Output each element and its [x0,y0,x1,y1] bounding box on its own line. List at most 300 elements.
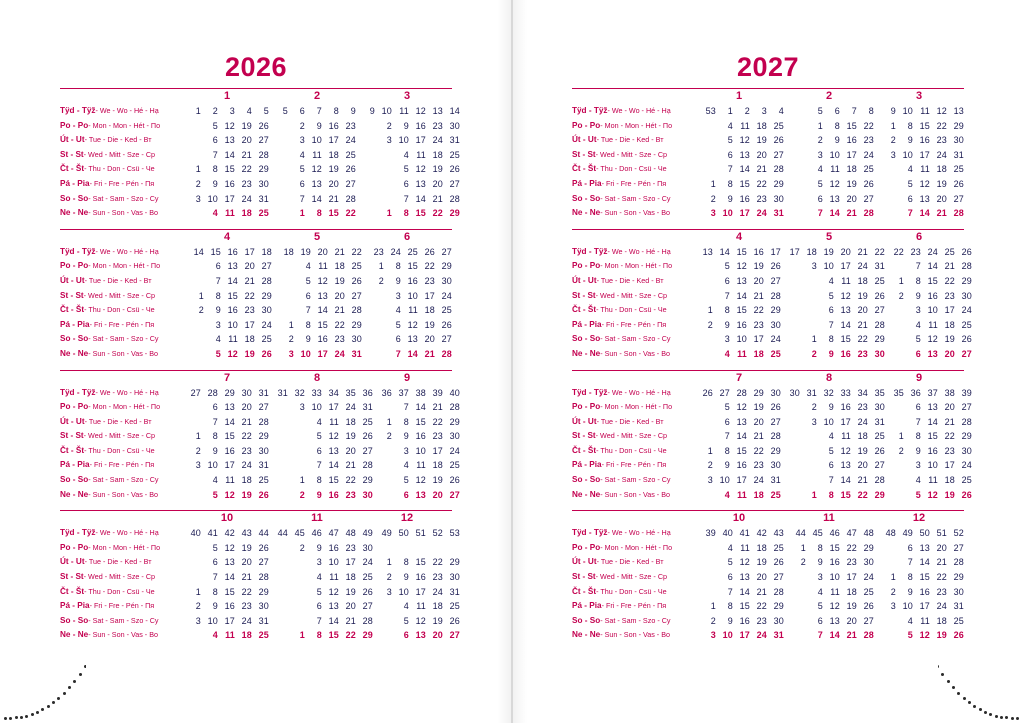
day-abbr: Ne - Ne [60,630,89,640]
day-name-row [572,614,694,629]
day-abbr: Tÿd - Tÿž [60,246,96,256]
page-title-left: 2026 [224,52,288,82]
month-column [885,386,972,503]
day-abbr: Pá - Pia [572,319,602,329]
day-languages: - Wed - Mitt - Sze - Ср [595,572,668,582]
date-row: 6 13 20 27 [828,460,885,471]
calendar-left [60,88,460,651]
date-row: 7 14 21 28 [828,475,885,486]
month-column [784,526,874,643]
day-name-row [572,332,694,347]
day-abbr: So - So [572,193,601,203]
date-row: 4 11 18 25 [817,586,874,597]
date-row: 4 11 18 25 [316,416,373,427]
day-name-column [60,386,182,503]
month-column [874,526,964,643]
day-name-row [60,386,182,401]
date-row: 4 11 18 25 [212,208,269,219]
date-row: 2 9 16 23 30 [386,572,460,583]
day-languages: - Sat - Sam - Szo - Су [600,334,671,344]
day-abbr: St - St [572,572,596,582]
date-row: 5 12 19 26 [828,290,885,301]
day-languages: - Mon - Mon - Hét - По [600,261,673,271]
date-row: 1 8 15 22 29 [386,557,460,568]
day-languages: - Sat - Sam - Szo - Су [600,475,671,485]
decorative-dot [20,716,23,719]
week-number-row: 23 24 25 26 27 [373,246,452,257]
day-abbr: Út - Ut [60,275,85,285]
decorative-dot [952,686,955,689]
decorative-dot [947,680,950,683]
day-abbr: Pá - Pia [60,319,90,329]
month-header-row [572,89,964,104]
day-languages: - Mon - Mon - Hét - По [600,402,673,412]
date-row: 6 13 20 27 [212,135,269,146]
month-columns [694,386,972,503]
week-number-row: 18 19 20 21 22 [283,246,362,257]
day-languages: - Fri - Fre - Pén - Пя [89,460,155,470]
decorative-dot [47,705,50,708]
date-row: 3 10 17 24 [395,290,452,301]
date-row: 3 10 17 24 31 [195,460,269,471]
date-row: 2 9 16 23 30 [299,542,373,553]
day-abbr: Po - Po [572,261,601,271]
day-name-row [60,628,182,643]
day-abbr: Po - Po [60,542,89,552]
day-languages: - Wed - Mitt - Sze - Ср [595,149,668,159]
week-number-row: 14 15 16 17 18 [193,246,272,257]
day-languages: - Tue - Die - Ked - Вт [596,135,664,145]
week-number-row: 9 10 11 12 13 [890,106,964,116]
date-row: 5 12 19 26 [212,120,269,131]
day-abbr: Čt - Št [572,586,597,596]
date-row: 7 14 21 28 [212,572,269,583]
day-languages: - Sat - Sam - Szo - Су [88,193,159,203]
day-languages: - Fri - Fre - Pén - Пя [89,178,155,188]
day-name-row [572,526,694,541]
day-languages: - Thu - Don - Csü - Че [84,305,155,315]
date-row: 2 9 16 23 30 [195,601,269,612]
month-header-row [60,511,452,526]
date-row [375,541,460,556]
day-languages: - Sat - Sam - Szo - Су [88,615,159,625]
date-row: 4 11 18 25 [915,319,972,330]
date-row: 1 8 15 22 29 [710,178,784,189]
day-languages: - Fri - Fre - Pén - Пя [89,601,155,611]
month-column [182,386,269,503]
month-header-row [572,511,964,526]
day-languages: - Tue - Die - Ked - Вт [84,135,152,145]
date-row: 4 11 18 25 [212,630,269,641]
date-row: 5 12 19 26 [817,601,874,612]
day-name-row [60,303,182,318]
day-languages: - Wed - Mitt - Sze - Ср [595,290,668,300]
day-abbr: Po - Po [60,402,89,412]
day-abbr: St - St [60,290,84,300]
right-page [512,0,1024,723]
date-row: 4 11 18 25 [212,475,269,486]
month-number-label: 11 [823,512,835,525]
decorative-dot [31,713,34,716]
day-abbr: Tÿd - Tÿž [60,528,96,538]
date-row: 1 8 15 22 29 [707,445,781,456]
month-number-label: 2 [825,90,833,102]
week-number-row: 1 2 3 4 5 [195,106,269,116]
day-name-column [60,104,182,221]
date-row: 1 8 15 22 29 [710,601,784,612]
day-languages: - Tue - Die - Ked - Вт [596,557,664,567]
day-languages: - Sun - Son - Vas - Во [88,489,158,499]
date-row: 6 13 20 27 [915,402,972,413]
date-row: 3 10 17 24 [724,334,781,345]
week-number-row: 22 23 24 25 26 [893,246,972,257]
calendar-right [572,88,972,651]
month-columns [182,526,460,643]
day-name-row [572,245,694,260]
day-name-row [60,104,182,119]
decorative-dot [57,697,60,700]
date-row: 4 11 18 25 [724,348,781,359]
decorative-dot [957,692,960,695]
day-abbr: Pá - Pia [572,460,602,470]
decorative-dot [995,715,998,718]
day-abbr: So - So [572,475,601,485]
day-languages: - Fri - Fre - Pén - Пя [601,460,667,470]
month-number-label: 7 [223,371,231,384]
date-row: 1 8 15 22 29 [378,261,452,272]
day-abbr: Tÿd - Tÿž [60,387,96,397]
month-header-spacer [60,89,182,104]
quarter-grid [572,526,964,643]
day-abbr: Po - Po [572,402,601,412]
month-number-label: 12 [400,512,414,525]
decorative-dot [979,708,982,711]
date-row: 1 8 15 22 29 [386,416,460,427]
date-row: 6 13 20 27 [395,334,452,345]
day-name-row [572,386,694,401]
day-abbr: Ne - Ne [572,208,601,218]
date-row: 7 14 21 28 [215,275,272,286]
date-row: 4 11 18 25 [907,164,964,175]
week-number-row: 27 28 29 30 31 [190,387,269,398]
date-row: 2 9 16 23 [817,135,874,146]
day-name-row [60,570,182,585]
day-languages: - Thu - Don - Csü - Че [84,445,155,455]
day-name-column [60,245,182,362]
month-number-label: 3 [403,90,411,102]
month-column [272,245,362,362]
day-name-row [572,289,694,304]
day-name-column [572,526,694,643]
date-row: 6 13 20 27 [212,402,269,413]
date-row: 6 13 20 27 [316,445,373,456]
day-languages: - Sun - Son - Vas - Во [600,489,670,499]
month-column [182,104,269,221]
date-row: 5 12 19 26 [828,445,885,456]
day-languages: - Thu - Don - Csü - Че [596,305,667,315]
date-row: 6 13 20 27 [305,290,362,301]
quarter-block [60,88,460,221]
date-row: 4 11 18 25 [215,334,272,345]
date-row: 3 10 17 24 31 [890,149,964,160]
date-row: 3 10 17 24 [215,319,272,330]
day-abbr: So - So [60,615,89,625]
date-row: 3 10 17 24 31 [707,475,781,486]
day-languages: - Mon - Mon - Hét - По [600,542,673,552]
day-name-row [572,133,694,148]
day-name-row [572,259,694,274]
date-row: 2 9 16 23 30 [195,178,269,189]
day-abbr: Pá - Pia [60,178,90,188]
day-name-row [60,245,182,260]
date-row: 1 8 15 22 29 [288,319,362,330]
date-row: 1 8 15 22 29 [898,275,972,286]
day-languages: - Sun - Son - Vas - Во [600,208,670,218]
week-number-row: 5 6 7 8 [817,106,874,116]
month-number-label: 11 [311,512,323,525]
decorative-dot [984,711,987,714]
date-row: 7 14 21 28 [299,193,356,204]
date-row: 6 13 20 27 [299,178,356,189]
date-row: 1 8 15 22 29 [800,542,874,553]
month-header-row [572,230,964,245]
quarter-block [572,229,972,362]
decorative-dot [9,717,12,720]
decorative-dot [963,697,966,700]
month-columns [694,104,964,221]
date-row: 5 12 19 26 [299,164,356,175]
date-row: 4 11 18 25 [724,489,781,500]
decorative-dot [73,680,76,683]
day-abbr: Út - Ut [572,135,597,145]
date-row: 1 8 15 22 [299,208,356,219]
date-row: 1 8 15 22 [817,120,874,131]
decorative-dot [25,715,28,718]
month-column [874,104,964,221]
decorative-dot [1016,717,1019,720]
day-name-row [60,458,182,473]
day-abbr: Pá - Pia [60,460,90,470]
day-abbr: Pá - Pia [572,178,602,188]
date-row: 2 9 16 23 30 [707,460,781,471]
date-row: 3 10 17 24 [299,135,356,146]
week-number-row: 5 6 7 8 9 [282,106,356,116]
date-row: 3 10 17 24 31 [710,630,784,641]
day-abbr: Tÿd - Tÿž [60,106,96,115]
month-columns [694,245,972,362]
corner-decoration-right [938,659,1024,723]
day-languages: - Thu - Don - Csü - Че [596,586,667,596]
date-row: 1 8 15 22 29 [707,305,781,316]
day-name-row [572,429,694,444]
date-row: 3 10 17 24 31 [195,193,269,204]
week-number-row: 44 45 46 47 48 [795,528,874,539]
date-row: 6 13 20 27 [215,261,272,272]
day-name-row [572,444,694,459]
day-name-row [60,274,182,289]
date-row: 3 10 17 24 31 [811,416,885,427]
date-row: 6 13 20 27 [727,572,784,583]
day-name-row [60,541,182,556]
day-abbr: Pá - Pia [572,601,602,611]
date-row: 2 9 16 23 30 [288,334,362,345]
day-languages: - Sun - Son - Vas - Во [600,630,670,640]
day-abbr: Po - Po [572,542,601,552]
date-row: 4 11 18 25 [403,460,460,471]
month-column [885,245,972,362]
month-header-row [60,230,452,245]
date-row: 2 9 16 23 30 [898,290,972,301]
date-row: 3 10 17 24 31 [710,208,784,219]
date-row: 4 11 18 25 [727,542,784,553]
date-row: 2 9 16 23 30 [386,431,460,442]
day-name-column [572,104,694,221]
date-row: 2 9 16 23 30 [800,557,874,568]
date-row: 2 9 16 23 30 [890,586,964,597]
decorative-dot [4,717,7,720]
day-abbr: Po - Po [60,261,89,271]
date-row: 7 14 21 28 [395,348,452,359]
month-column [781,245,885,362]
month-header-spacer [572,89,694,104]
date-row: 7 14 21 28 [403,402,460,413]
month-number-label: 12 [912,512,926,525]
date-row: 3 10 17 24 [915,460,972,471]
date-row: 2 9 16 23 30 [299,489,373,500]
month-column [694,526,784,643]
month-column [373,526,460,643]
date-row: 5 12 19 26 [907,178,964,189]
month-number-label: 5 [825,230,833,243]
day-abbr: St - St [572,290,596,300]
day-abbr: Čt - Št [60,305,85,315]
day-languages: - Mon - Mon - Hét - По [88,261,161,271]
day-languages: - Tue - Die - Ked - Вт [596,416,664,426]
day-abbr: So - So [572,334,601,344]
week-number-row: 49 50 51 52 53 [381,528,460,539]
month-column [373,386,460,503]
month-columns [182,245,452,362]
quarter-block [572,370,972,503]
date-row: 7 14 21 28 [915,416,972,427]
day-abbr: Po - Po [60,120,89,130]
day-languages: - We - Wo - Hé - Hạ [95,528,159,538]
decorative-dot [63,692,66,695]
date-row: 6 13 20 27 [403,489,460,500]
date-row: 7 14 21 28 [828,319,885,330]
month-column [182,245,272,362]
date-row: 2 9 16 23 30 [811,348,885,359]
month-number-label: 3 [915,90,923,102]
day-name-row [60,259,182,274]
day-languages: - Thu - Don - Csü - Че [84,164,155,174]
date-row: 2 9 16 23 30 [890,135,964,146]
day-abbr: Čt - Št [60,586,85,596]
day-languages: - Mon - Mon - Hét - По [88,542,161,552]
day-name-row [60,400,182,415]
date-row: 6 13 20 27 [316,601,373,612]
date-row: 6 13 20 27 [817,193,874,204]
day-languages: - Tue - Die - Ked - Вт [84,416,152,426]
date-row: 7 14 21 28 [403,193,460,204]
date-row: 2 9 16 23 30 [710,615,784,626]
date-row: 7 14 21 28 [305,305,362,316]
day-languages: - Wed - Mitt - Sze - Ср [83,149,156,159]
day-name-row [60,599,182,614]
date-row: 2 9 16 23 [299,120,356,131]
day-languages: - We - Wo - Hé - Hạ [607,106,671,115]
date-row: 7 14 21 28 [727,164,784,175]
day-name-row [60,429,182,444]
month-number-label: 4 [223,230,231,243]
week-number-row: 9 10 11 12 13 14 [369,106,460,116]
decorative-dot [41,708,44,711]
day-languages: - Sat - Sam - Szo - Су [88,475,159,485]
day-name-row [572,347,694,362]
date-row: 1 8 15 22 29 [811,489,885,500]
date-row: 4 11 18 25 [828,275,885,286]
date-row: 4 11 18 25 [915,475,972,486]
quarter-grid [572,104,964,221]
day-abbr: St - St [60,572,84,582]
day-name-row [60,177,182,192]
month-number-label: 8 [313,371,321,384]
decorative-dot [36,711,39,714]
day-name-row [60,473,182,488]
day-languages: - Thu - Don - Csü - Че [84,586,155,596]
day-name-row [60,526,182,541]
day-abbr: Ne - Ne [60,208,89,218]
decorative-dot [989,713,992,716]
date-row: 5 12 19 26 [403,164,460,175]
date-row: 3 10 17 24 [817,149,874,160]
day-abbr: Ne - Ne [572,489,601,499]
day-languages: - We - Wo - Hé - Hạ [95,387,159,397]
day-abbr: Tÿd - Tÿž [572,387,608,397]
date-row: 5 12 19 26 [727,557,784,568]
month-column [269,104,356,221]
date-row: 4 11 18 25 [299,149,356,160]
day-name-row [572,303,694,318]
month-column [784,104,874,221]
date-row: 5 12 19 26 [907,630,964,641]
date-row: 1 8 15 22 29 [890,572,964,583]
day-languages: - We - Wo - Hé - Hạ [95,246,159,256]
day-abbr: Út - Ut [572,275,597,285]
date-row: 4 11 18 25 [907,615,964,626]
month-header-spacer [60,230,182,245]
day-languages: - We - Wo - Hé - Hạ [607,528,671,538]
month-columns [694,526,964,643]
day-languages: - Mon - Mon - Hét - По [600,120,673,130]
decorative-dot [1000,716,1003,719]
day-abbr: Út - Ut [60,557,85,567]
quarter-grid [60,526,460,643]
date-row: 3 10 17 24 31 [299,402,373,413]
week-number-row: 39 40 41 42 43 [705,528,784,539]
day-abbr: Út - Ut [60,416,85,426]
date-row: 6 13 20 27 [727,149,784,160]
day-languages: - Fri - Fre - Pén - Пя [601,601,667,611]
date-row: 2 9 16 23 30 [386,120,460,131]
month-column [694,386,781,503]
date-row: 2 9 16 23 30 [707,319,781,330]
day-name-row [60,289,182,304]
quarter-grid [60,104,460,221]
day-name-column [572,245,694,362]
day-name-row [572,488,694,503]
date-row: 7 14 21 28 [724,290,781,301]
